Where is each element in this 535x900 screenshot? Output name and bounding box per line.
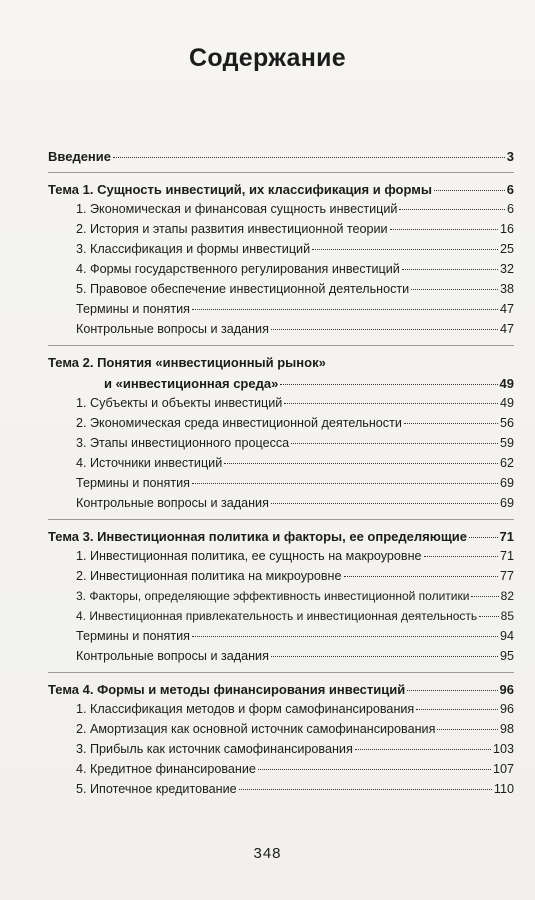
- dot-leader: [402, 269, 498, 270]
- toc-entry-text: Термины и понятия: [76, 629, 190, 643]
- dot-leader: [271, 329, 498, 330]
- toc-section: [76, 782, 514, 802]
- dot-leader: [192, 309, 498, 310]
- toc-section: [76, 436, 514, 456]
- toc-page-number: 49: [499, 396, 514, 410]
- toc-chapter-2: [48, 355, 514, 375]
- toc-entry-text: Термины и понятия: [76, 302, 190, 316]
- dot-leader: [192, 636, 498, 637]
- toc-page-number: 6: [506, 202, 514, 216]
- separator-rule: [48, 172, 514, 173]
- toc-section: [76, 242, 514, 262]
- toc-section: [76, 396, 514, 416]
- toc-page-number: 95: [499, 649, 514, 663]
- toc-section: [76, 589, 514, 609]
- dot-leader: [471, 596, 498, 597]
- dot-leader: [291, 443, 498, 444]
- toc-chapter-1: [48, 182, 514, 202]
- toc-page-number: 103: [492, 742, 514, 756]
- dot-leader: [224, 463, 498, 464]
- toc-entry-text: Тема 2. Понятия «инвестиционный рынок»: [48, 355, 326, 370]
- dot-leader: [390, 229, 498, 230]
- dot-leader: [416, 709, 498, 710]
- toc-section: [76, 302, 514, 322]
- toc-entry-text: Контрольные вопросы и задания: [76, 496, 269, 510]
- toc-entry-text: 5. Ипотечное кредитование: [76, 782, 237, 796]
- toc-page-number: 94: [499, 629, 514, 643]
- toc-page-number: 16: [499, 222, 514, 236]
- toc-entry-text: 3. Классификация и формы инвестиций: [76, 242, 311, 256]
- toc-page-number: 49: [499, 376, 514, 391]
- toc-entry-text: Контрольные вопросы и задания: [76, 322, 269, 336]
- toc-section: [76, 629, 514, 649]
- dot-leader: [424, 556, 498, 557]
- toc-entry-text: Тема 3. Инвестиционная политика и факторы, ее определяющие: [48, 529, 468, 544]
- toc-page-number: 71: [499, 529, 514, 544]
- dot-leader: [407, 690, 497, 691]
- toc-entry-text: 2. Инвестиционная политика на микроуровне: [76, 569, 342, 583]
- dot-leader: [479, 616, 498, 617]
- toc-page-number: 96: [499, 702, 514, 716]
- page-number: 348: [253, 845, 282, 862]
- toc-entry-text: 1. Инвестиционная политика, ее сущность на макроуровне: [76, 549, 422, 563]
- toc-entry-text: Тема 1. Сущность инвестиций, их классификация и формы: [48, 182, 432, 197]
- toc-section: [76, 456, 514, 476]
- toc-entry-text: 3. Факторы, определяющие эффективность инвестиционной политики: [76, 589, 470, 603]
- toc-page-number: 85: [500, 609, 514, 623]
- toc-section: [76, 609, 514, 629]
- toc-chapter-4: [48, 682, 514, 702]
- toc-page-number: 47: [499, 322, 514, 336]
- toc-page-number: 47: [499, 302, 514, 316]
- toc-section: [76, 262, 514, 282]
- toc-entry-text: 3. Прибыль как источник самофинансирования: [76, 742, 353, 756]
- separator-rule: [48, 345, 514, 346]
- toc-chapter-2-continued: [104, 376, 514, 396]
- toc-entry-text: 5. Правовое обеспечение инвестиционной деятельности: [76, 282, 410, 296]
- toc-entry-text: 4. Кредитное финансирование: [76, 762, 256, 776]
- toc-page-number: 59: [499, 436, 514, 450]
- toc-section: [76, 742, 514, 762]
- dot-leader: [192, 483, 498, 484]
- toc-chapter-3: [48, 529, 514, 549]
- toc-page-number: 62: [499, 456, 514, 470]
- toc-section: [76, 496, 514, 516]
- dot-leader: [437, 729, 498, 730]
- toc-page-number: 69: [499, 496, 514, 510]
- toc-entry-text: Контрольные вопросы и задания: [76, 649, 269, 663]
- toc-section: [76, 222, 514, 242]
- toc-page-number: 3: [506, 149, 514, 164]
- toc-page-number: 71: [499, 549, 514, 563]
- toc-page-number: 98: [499, 722, 514, 736]
- dot-leader: [355, 749, 491, 750]
- separator-rule: [48, 519, 514, 520]
- toc-section: [76, 322, 514, 342]
- dot-leader: [258, 769, 491, 770]
- toc-entry-text: 2. Амортизация как основной источник самофинансирования: [76, 722, 436, 736]
- dot-leader: [280, 384, 497, 385]
- dot-leader: [404, 423, 498, 424]
- toc-page-number: 6: [506, 182, 514, 197]
- toc-section: [76, 202, 514, 222]
- toc-entry-text: и «инвестиционная среда»: [104, 376, 279, 391]
- toc-entry-text: 1. Экономическая и финансовая сущность инвестиций: [76, 202, 398, 216]
- toc-entry-text: 3. Этапы инвестиционного процесса: [76, 436, 290, 450]
- toc-page-number: 96: [499, 682, 514, 697]
- toc-section: [76, 549, 514, 569]
- toc-section: [76, 649, 514, 669]
- dot-leader: [411, 289, 498, 290]
- toc-entry-text: 4. Формы государственного регулирования инвестиций: [76, 262, 400, 276]
- dot-leader: [113, 157, 505, 158]
- toc-section: [76, 416, 514, 436]
- dot-leader: [312, 249, 498, 250]
- dot-leader: [271, 503, 498, 504]
- separator-rule: [48, 672, 514, 673]
- dot-leader: [469, 537, 498, 538]
- toc-entry-text: 2. Экономическая среда инвестиционной деятельности: [76, 416, 402, 430]
- toc-section: [76, 476, 514, 496]
- toc-entry-introduction: [48, 149, 514, 169]
- toc-page-number: 69: [499, 476, 514, 490]
- toc-entry-text: Термины и понятия: [76, 476, 190, 490]
- dot-leader: [271, 656, 498, 657]
- toc-page-number: 107: [492, 762, 514, 776]
- toc-page-number: 32: [499, 262, 514, 276]
- dot-leader: [284, 403, 498, 404]
- toc-page-number: 25: [499, 242, 514, 256]
- toc-section: [76, 282, 514, 302]
- toc-page-number: 56: [499, 416, 514, 430]
- toc-entry-text: 1. Классификация методов и форм самофинансирования: [76, 702, 415, 716]
- dot-leader: [434, 190, 505, 191]
- toc-section: [76, 569, 514, 589]
- toc-entry-text: 2. История и этапы развития инвестиционной теории: [76, 222, 388, 236]
- toc-page-number: 110: [493, 782, 514, 796]
- toc-page-number: 82: [500, 589, 514, 603]
- toc-entry-text: 4. Источники инвестиций: [76, 456, 223, 470]
- toc-entry-text: Введение: [48, 149, 111, 164]
- toc-entry-text: 1. Субъекты и объекты инвестиций: [76, 396, 283, 410]
- dot-leader: [344, 576, 498, 577]
- toc-page-number: 77: [499, 569, 514, 583]
- dot-leader: [239, 789, 492, 790]
- toc-entry-text: Тема 4. Формы и методы финансирования инвестиций: [48, 682, 406, 697]
- toc-entry-text: 4. Инвестиционная привлекательность и инвестиционная деятельность: [76, 609, 478, 623]
- toc-section: [76, 722, 514, 742]
- dot-leader: [399, 209, 505, 210]
- toc-page-number: 38: [499, 282, 514, 296]
- toc-section: [76, 702, 514, 722]
- toc-section: [76, 762, 514, 782]
- page-title: Содержание: [188, 44, 347, 72]
